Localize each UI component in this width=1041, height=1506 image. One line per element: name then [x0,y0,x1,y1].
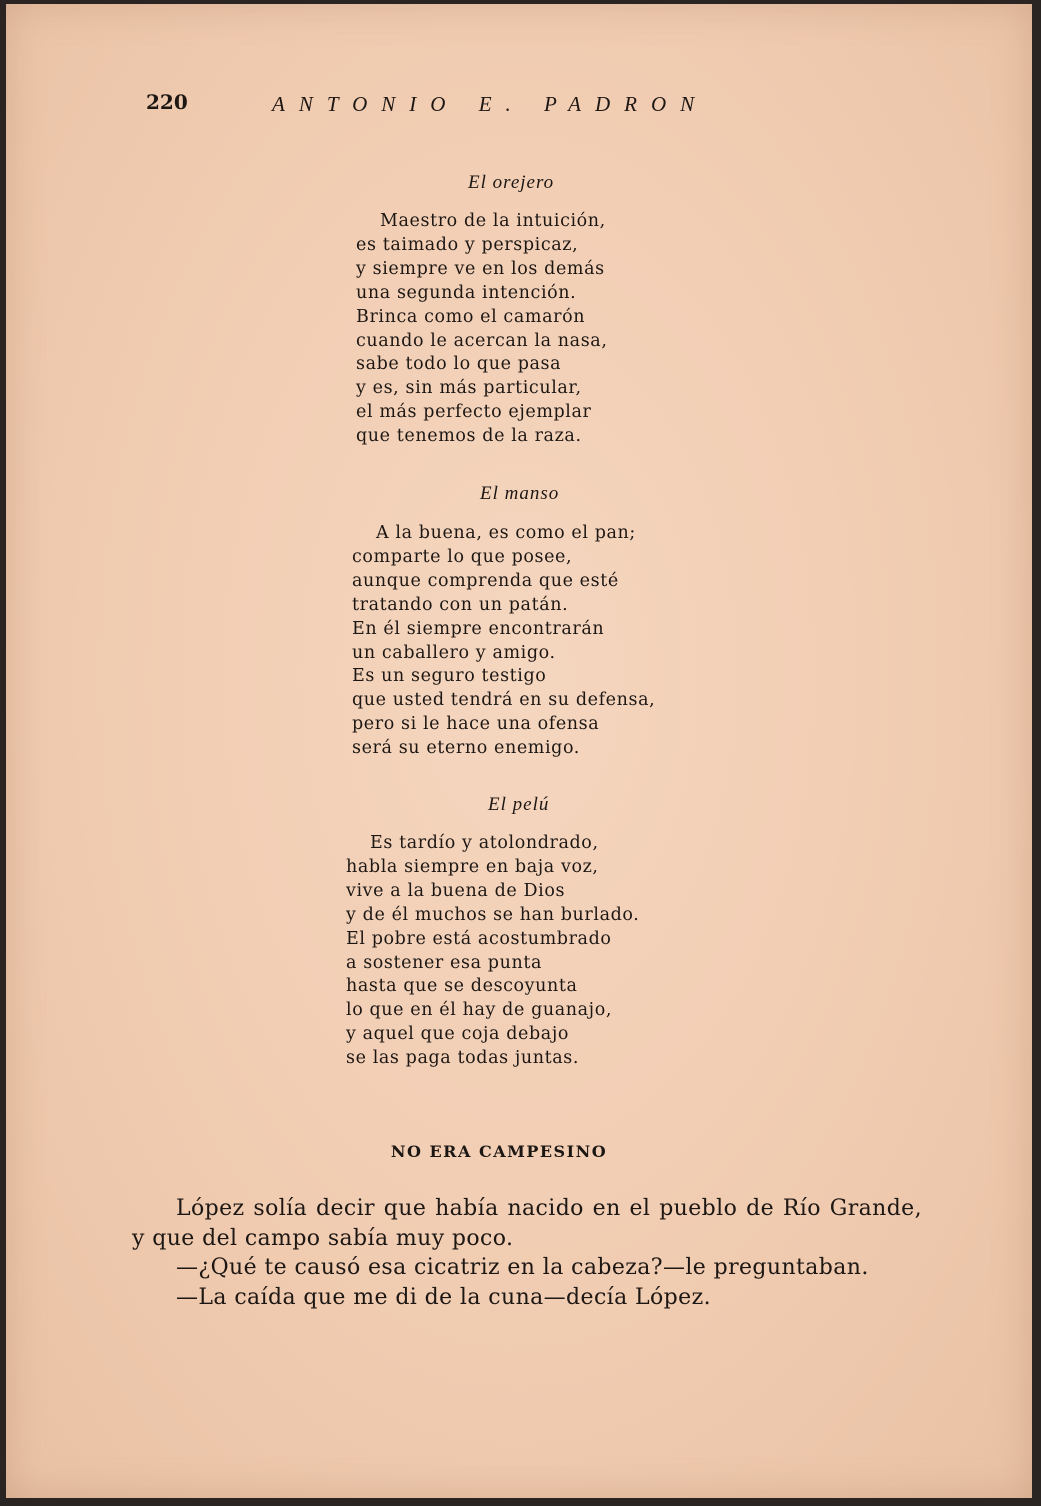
verse-line: que usted tendrá en su defensa, [352,690,656,711]
running-head: ANTONIO E. PADRON [272,92,709,116]
poem-stanza [356,210,608,449]
verse-line: El pobre está acostumbrado [346,928,612,949]
verse-line: Brinca como el camarón [356,306,586,327]
verse-line: una segunda intención. [356,282,577,303]
paragraph: —¿Qué te causó esa cicatriz en la cabeza?—le preguntaban. [176,1255,869,1281]
verse-line: comparte lo que posee, [352,546,573,567]
verse-line: cuando le acercan la nasa, [356,330,608,351]
verse-line: un caballero y amigo. [352,642,556,663]
verse-line: lo que en él hay de guanajo, [346,1000,613,1021]
page-number: 220 [146,90,188,114]
poem-title: El pelú [488,794,550,815]
verse-line: tratando con un patán. [352,594,569,615]
verse-line: vive a la buena de Dios [346,880,566,901]
verse-line: se las paga todas juntas. [346,1048,580,1069]
verse-line: Es tardío y atolondrado, [370,833,599,853]
verse-line: y es, sin más particular, [356,378,582,399]
prose-body [132,1194,922,1312]
paragraph: —La caída que me di de la cuna—decía López. [176,1284,711,1310]
verse-line: A la buena, es como el pan; [376,523,636,543]
verse-line: será su eterno enemigo. [352,738,580,759]
verse-line: Es un seguro testigo [352,666,547,687]
page-header [6,90,1032,124]
verse-line: Maestro de la intuición, [380,211,606,231]
verse-line: aunque comprenda que esté [352,570,619,591]
verse-line: que tenemos de la raza. [356,426,582,447]
poem-title: El orejero [468,172,555,193]
section-heading: NO ERA CAMPESINO [390,1142,608,1161]
verse-line: En él siempre encontrarán [352,618,605,639]
verse-line: y de él muchos se han burlado. [346,904,640,925]
poem-stanza [352,522,655,761]
verse-line: a sostener esa punta [346,952,542,973]
poem-title: El manso [480,483,560,504]
poem-stanza [346,832,639,1071]
verse-line: pero si le hace una ofensa [352,714,600,735]
verse-line: el más perfecto ejemplar [356,402,592,423]
paragraph: López solía decir que había nacido en el pueblo de Río Grande, y que del campo sabía muy poco. [132,1196,922,1251]
verse-line: hasta que se descoyunta [346,976,578,997]
verse-line: y siempre ve en los demás [356,258,605,279]
book-page [6,4,1032,1498]
verse-line: es taimado y perspicaz, [356,234,579,255]
verse-line: sabe todo lo que pasa [356,354,562,375]
verse-line: habla siempre en baja voz, [346,856,599,877]
verse-line: y aquel que coja debajo [346,1024,569,1045]
